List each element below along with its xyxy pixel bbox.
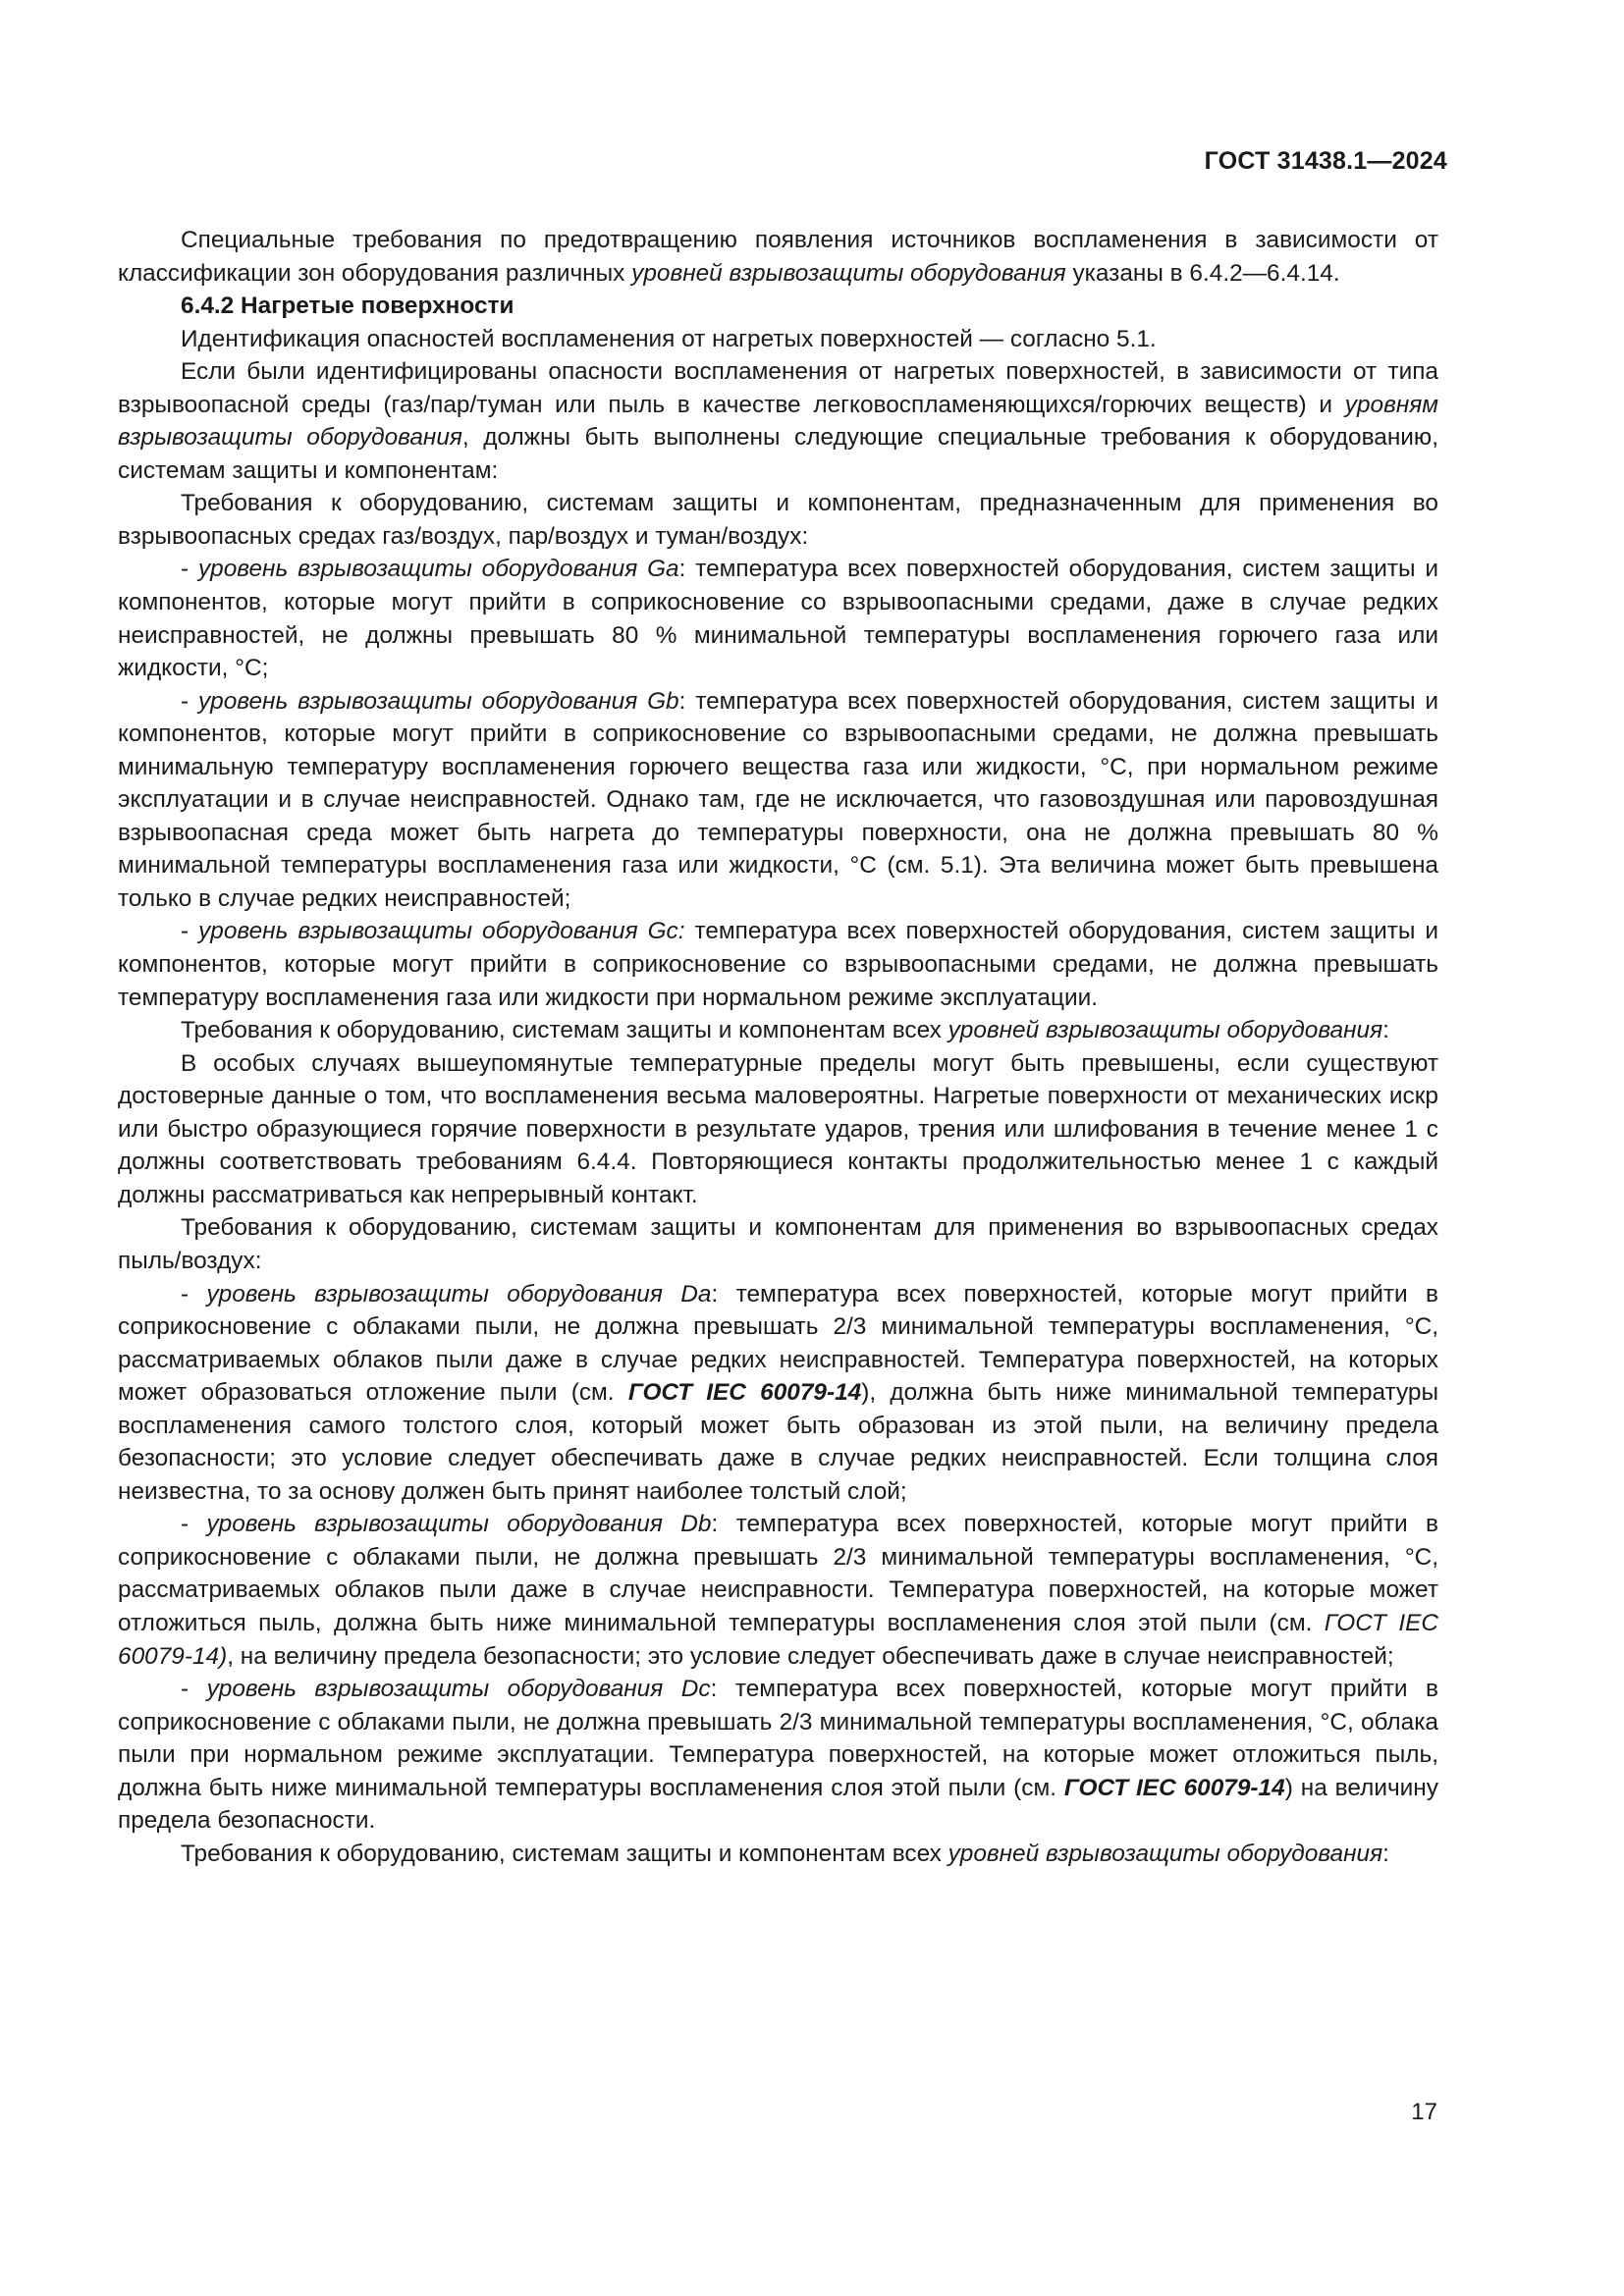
list-item-da: - уровень взрывозащиты оборудования Da: температура всех поверхностей, которые могут прийти в соприкосновение с облаками пыли, не должна превышать 2/3 минимальной температуры воспламенения, °С, рассматриваемых облаков пыли даже в случае редких неисправностей. Температура поверхностей, на которых может образоваться отложение пыли (см. ГОСТ IEC 60079-14), должна быть ниже минимальной температуры воспламенения самого толстого слоя, который может быть образован из этой пыли, на величину предела безопасности; это условие следует обеспечивать даже в случае редких неисправностей. Если толщина слоя неизвестна, то за основу должен быть принят наиболее толстый слой; xyxy=(118,1280,1438,1505)
paragraph-all-levels-dust: Требования к оборудованию, системам защиты и компонентам всех уровней взрывозащиты оборудования: xyxy=(181,1840,1389,1867)
paragraph-requirements-intro: Если были идентифицированы опасности воспламенения от нагретых поверхностей, в зависимости от типа взрывоопасной среды (газ/пар/туман или пыль в качестве легковоспламеняющихся/горючих веществ) и уровням взрывозащиты оборудования, должны быть выполнены следующие специальные требования к оборудованию, системам защиты и компонентам: xyxy=(118,358,1439,484)
standard-reference: ГОСТ IEC 60079-14) xyxy=(118,1609,1438,1670)
paragraph-dust-requirements: Требования к оборудованию, системам защиты и компонентам для применения во взрывоопасных средах пыль/воздух: xyxy=(118,1214,1438,1274)
list-item-gc: - уровень взрывозащиты оборудования Gc: температура всех поверхностей оборудования, систем защиты и компонентов, которые могут прийти в соприкосновение со взрывоопасными средами, не должна превышать температуру воспламенения газа или жидкости при нормальном режиме эксплуатации. xyxy=(118,918,1438,1011)
standard-reference: ГОСТ IEC 60079-14 xyxy=(627,1379,862,1407)
paragraph-all-levels-gas: Требования к оборудованию, системам защиты и компонентам всех уровней взрывозащиты оборудования: xyxy=(181,1017,1389,1044)
list-item-dc: - уровень взрывозащиты оборудования Dc: температура всех поверхностей, которые могут прийти в соприкосновение с облаками пыли, не должна превышать 2/3 минимальной температуры воспламенения, °С, облака пыли при нормальном режиме эксплуатации. Температура поверхностей, на которые может отложиться пыль, должна быть ниже минимальной температуры воспламенения слоя этой пыли (см. ГОСТ IEC 60079-14) на величину предела безопасности. xyxy=(118,1676,1438,1835)
paragraph-identification: Идентификация опасностей воспламенения от нагретых поверхностей — согласно 5.1. xyxy=(181,325,1157,352)
document-code-header: ГОСТ 31438.1—2024 xyxy=(1204,147,1447,175)
standard-reference: ГОСТ IEC 60079-14 xyxy=(1063,1774,1285,1801)
list-item-gb: - уровень взрывозащиты оборудования Gb: температура всех поверхностей оборудования, систем защиты и компонентов, которые могут прийти в соприкосновение со взрывоопасными средами, не должна превышать минимальную температуру воспламенения горючего вещества газа или жидкости, °С, при нормальном режиме эксплуатации и в случае неисправностей. Однако там, где не исключается, что газовоздушная или паровоздушная взрывоопасная среда может быть нагрета до температуры поверхности, она не должна превышать 80 % минимальной температуры воспламенения газа или жидкости, °С (см. 5.1). Эта величина может быть превышена только в случае редких неисправностей; xyxy=(118,687,1438,912)
section-heading-6-4-2: 6.4.2 Нагретые поверхности xyxy=(181,293,514,320)
document-body xyxy=(118,224,1438,1870)
paragraph-special-cases: В особых случаях вышеупомянутые температурные пределы могут быть превышены, если существуют достоверные данные о том, что воспламенения весьма маловероятны. Нагретые поверхности от механических искр или быстро образующиеся горячие поверхности в результате ударов, трения или шлифования в течение менее 1 с должны соответствовать требованиям 6.4.4. Повторяющиеся контакты продолжительностью менее 1 с каждый должны рассматриваться как непрерывный контакт. xyxy=(118,1049,1438,1208)
paragraph-intro: Специальные требования по предотвращению появления источников воспламенения в зависимости от классификации зон оборудования различных уровней взрывозащиты оборудования указаны в 6.4.2—6.4.14. xyxy=(118,227,1438,287)
paragraph-gas-requirements: Требования к оборудованию, системам защиты и компонентам, предназначенным для применения во взрывоопасных средах газ/воздух, пар/воздух и туман/воздух: xyxy=(118,490,1438,550)
list-item-ga: - уровень взрывозащиты оборудования Ga: температура всех поверхностей оборудования, систем защиты и компонентов, которые могут прийти в соприкосновение со взрывоопасными средами, даже в случае редких неисправностей, не должны превышать 80 % минимальной температуры воспламенения горючего газа или жидкости, °С; xyxy=(118,556,1438,682)
list-item-db: - уровень взрывозащиты оборудования Db: температура всех поверхностей, которые могут прийти в соприкосновение с облаками пыли, не должна превышать 2/3 минимальной температуры воспламенения, °С, рассматриваемых облаков пыли даже в случае неисправности. Температура поверхностей, на которые может отложиться пыль, должна быть ниже минимальной температуры воспламенения слоя этой пыли (см. ГОСТ IEC 60079-14), на величину предела безопасности; это условие следует обеспечивать даже в случае неисправностей; xyxy=(118,1511,1438,1670)
page-number: 17 xyxy=(1411,2099,1437,2125)
